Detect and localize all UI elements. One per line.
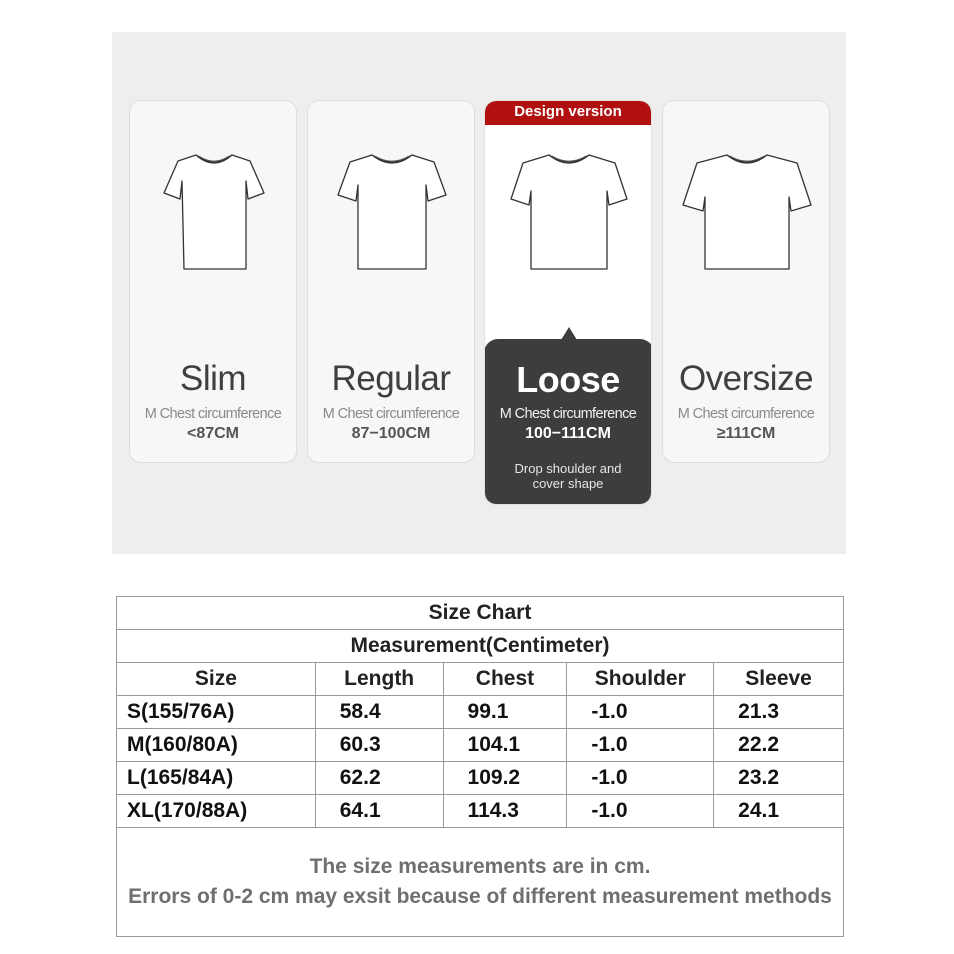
fit-note bbox=[485, 461, 651, 491]
table-title-row bbox=[117, 597, 844, 630]
size-chart-title: Size Chart bbox=[117, 597, 844, 630]
chest-label: M Chest circumference bbox=[499, 406, 637, 422]
cell-chest: 104.1 bbox=[443, 729, 567, 762]
oversize-tshirt-icon bbox=[663, 141, 831, 291]
header-shoulder: Shoulder bbox=[567, 663, 714, 696]
chest-label: M Chest circumference bbox=[677, 406, 815, 422]
cell-size: XL(170/88A) bbox=[117, 795, 316, 828]
size-chart-subtitle: Measurement(Centimeter) bbox=[117, 630, 844, 663]
fit-name: Regular bbox=[331, 359, 451, 398]
cell-sleeve: 22.2 bbox=[714, 729, 844, 762]
fit-card-oversize bbox=[662, 100, 830, 463]
cell-shoulder: -1.0 bbox=[567, 795, 714, 828]
loose-tshirt-icon bbox=[485, 141, 652, 291]
cell-length: 58.4 bbox=[315, 696, 443, 729]
cell-chest: 109.2 bbox=[443, 762, 567, 795]
chest-range: ≥111CM bbox=[716, 425, 776, 442]
fit-name: Oversize bbox=[678, 359, 814, 398]
size-chart-table bbox=[116, 596, 844, 937]
cell-length: 64.1 bbox=[315, 795, 443, 828]
fit-name: Slim bbox=[179, 359, 247, 398]
chest-range: 100−111CM bbox=[525, 425, 611, 442]
table-row bbox=[117, 762, 844, 795]
cell-sleeve: 24.1 bbox=[714, 795, 844, 828]
table-row bbox=[117, 696, 844, 729]
cell-sleeve: 21.3 bbox=[714, 696, 844, 729]
slim-tshirt-icon bbox=[130, 141, 298, 291]
table-subtitle-row bbox=[117, 630, 844, 663]
table-note-row bbox=[117, 828, 844, 937]
chest-range: <87CM bbox=[186, 425, 240, 442]
header-size: Size bbox=[117, 663, 316, 696]
header-chest: Chest bbox=[443, 663, 567, 696]
chest-label: M Chest circumference bbox=[322, 406, 460, 422]
cell-size: M(160/80A) bbox=[117, 729, 316, 762]
cell-size: S(155/76A) bbox=[117, 696, 316, 729]
regular-tshirt-icon bbox=[308, 141, 476, 291]
measurement-note bbox=[117, 828, 844, 937]
cell-size: L(165/84A) bbox=[117, 762, 316, 795]
cell-shoulder: -1.0 bbox=[567, 729, 714, 762]
cell-length: 60.3 bbox=[315, 729, 443, 762]
chest-label: M Chest circumference bbox=[144, 406, 282, 422]
table-header-row bbox=[117, 663, 844, 696]
cell-chest: 99.1 bbox=[443, 696, 567, 729]
fit-comparison-panel bbox=[112, 32, 846, 554]
fit-card-regular bbox=[307, 100, 475, 463]
fit-name: Loose bbox=[516, 359, 620, 400]
cell-length: 62.2 bbox=[315, 762, 443, 795]
table-row bbox=[117, 729, 844, 762]
fit-note-line2: cover shape bbox=[532, 476, 604, 491]
fit-card-slim bbox=[129, 100, 297, 463]
fit-card-loose bbox=[484, 100, 652, 505]
note-line-1: The size measurements are in cm. bbox=[309, 855, 651, 878]
header-length: Length bbox=[315, 663, 443, 696]
chest-range: 87−100CM bbox=[351, 425, 431, 442]
cell-sleeve: 23.2 bbox=[714, 762, 844, 795]
cell-shoulder: -1.0 bbox=[567, 696, 714, 729]
note-line-2: Errors of 0-2 cm may exsit because of different measurement methods bbox=[128, 885, 832, 908]
design-version-banner: Design version bbox=[485, 101, 651, 125]
table-row bbox=[117, 795, 844, 828]
fit-note-line1: Drop shoulder and bbox=[514, 461, 622, 476]
header-sleeve: Sleeve bbox=[714, 663, 844, 696]
cell-chest: 114.3 bbox=[443, 795, 567, 828]
cell-shoulder: -1.0 bbox=[567, 762, 714, 795]
